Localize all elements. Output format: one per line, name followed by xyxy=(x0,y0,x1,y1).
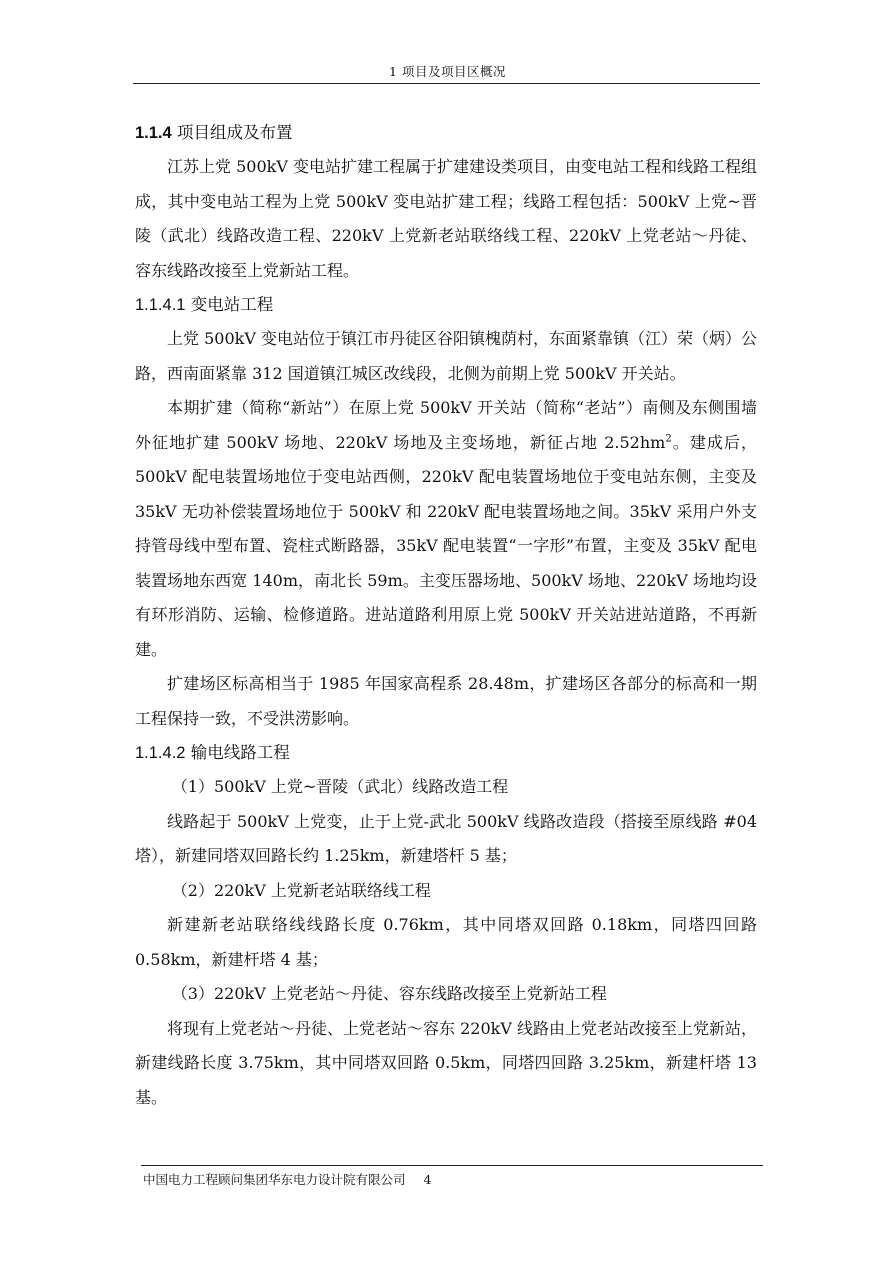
page-footer xyxy=(143,1170,431,1188)
footer-company: 中国电力工程顾问集团华东电力设计院有限公司 xyxy=(143,1172,406,1187)
section-heading-1-1-4 xyxy=(135,116,757,150)
section-title: 项目组成及布置 xyxy=(176,123,293,142)
page-body xyxy=(135,116,757,1115)
paragraph-text-part: 本期扩建（简称“新站”）在原上党 500kV 开关站（简称“老站”）南侧及东侧围墙外征地扩建 500kV 场地、220kV 场地及主变场地，新征占地 2.52hm xyxy=(135,398,757,452)
section-number: 1.1.4.1 xyxy=(135,296,186,314)
paragraph-text-part: 。建成后，500kV 配电装置场地位于变电站西侧，220kV 配电装置场地位于变电站东侧，主变及 35kV 无功补偿装置场地位于 500kV 和 220kV 配电装置场地之间。35kV 采用户外支持管母线中型布置、瓷柱式断路器，35kV 配电装置“一字形”布置，主变及 35kV 配电装置场地东西宽 140m，南北长 59m。主变压器场地、500kV 场地、220kV 场地均设有环形消防、运输、检修道路。进站道路利用原上党 500kV 开关站进站道路，不再新建。 xyxy=(135,432,757,659)
list-item-heading: （1）500kV 上党~晋陵（武北）线路改造工程 xyxy=(171,777,509,796)
running-header: 1 项目及项目区概况 xyxy=(389,64,506,79)
paragraph-line-2: 新建新老站联络线线路长度 0.76km，其中同塔双回路 0.18km，同塔四回路 0.58km，新建杆塔 4 基； xyxy=(135,915,757,969)
list-item-heading: （2）220kV 上党新老站联络线工程 xyxy=(171,880,431,900)
superscript: 2 xyxy=(665,433,672,445)
paragraph-substation-location: 上党 500kV 变电站位于镇江市丹徒区谷阳镇槐荫村，东面紧靠镇（江）荣（炳）公路，西南面紧靠 312 国道镇江城区改线段，北侧为前期上党 500kV 开关站。 xyxy=(135,329,757,383)
paragraph-line-3: 将现有上党老站～丹徒、上党老站～容东 220kV 线路由上党老站改接至上党新站，新建线路长度 3.75km，其中同塔双回路 0.5km，同塔四回路 3.25km，新建杆塔 13 基。 xyxy=(135,1018,757,1107)
section-heading-1-1-4-2 xyxy=(135,736,757,770)
paragraph-expansion-layout xyxy=(135,391,757,667)
paragraph-line-1: 线路起于 500kV 上党变，止于上党-武北 500kV 线路改造段（搭接至原线路 #04 塔），新建同塔双回路长约 1.25km，新建塔杆 5 基； xyxy=(135,811,757,865)
section-title: 输电线路工程 xyxy=(190,743,290,762)
list-item-heading: （3）220kV 上党老站～丹徒、容东线路改接至上党新站工程 xyxy=(171,984,607,1003)
paragraph-elevation: 扩建场区标高相当于 1985 年国家高程系 28.48m，扩建场区各部分的标高和一期工程保持一致，不受洪涝影响。 xyxy=(135,674,757,728)
section-number: 1.1.4 xyxy=(135,124,172,142)
section-title: 变电站工程 xyxy=(190,295,274,314)
section-heading-1-1-4-1 xyxy=(135,288,757,322)
paragraph-project-composition: 江苏上党 500kV 变电站扩建工程属于扩建建设类项目，由变电站工程和线路工程组成，其中变电站工程为上党 500kV 变电站扩建工程；线路工程包括：500kV 上党~晋陵（武北）线路改造工程、220kV 上党新老站联络线工程、220kV 上党老站～丹徒、容东线路改接至上党新站工程。 xyxy=(135,157,757,280)
footer-rule xyxy=(141,1165,763,1166)
section-number: 1.1.4.2 xyxy=(135,744,186,762)
page-number: 4 xyxy=(423,1172,432,1187)
header-rule xyxy=(133,83,760,84)
